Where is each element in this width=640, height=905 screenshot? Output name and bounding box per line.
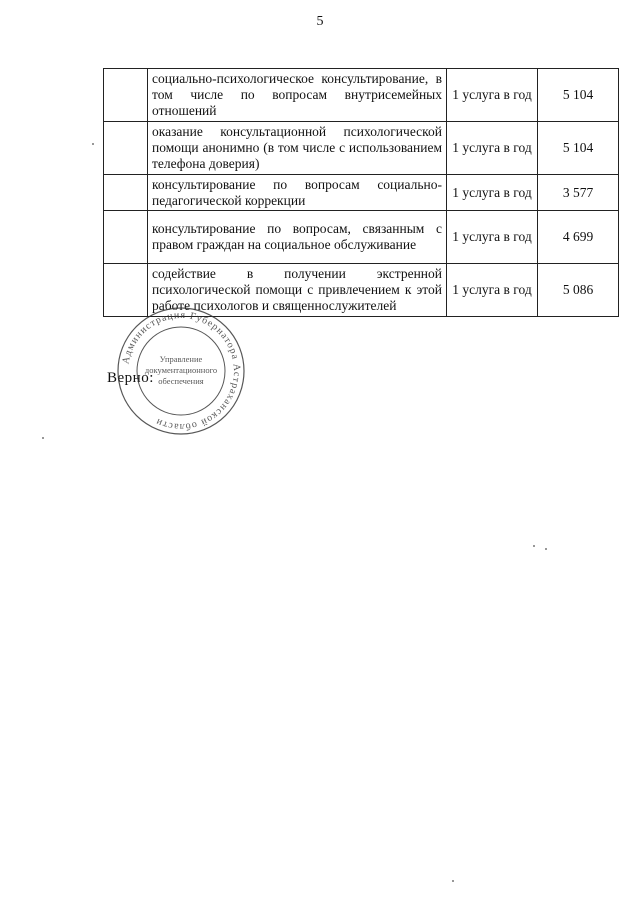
stamp-line: Управление <box>159 354 203 364</box>
certification-label: Верно: <box>107 370 154 386</box>
empty-cell <box>104 211 148 264</box>
table-row <box>104 175 619 211</box>
service-unit: 1 услуга в год <box>447 175 538 211</box>
scan-speck <box>452 880 454 882</box>
scan-speck <box>545 548 547 550</box>
table-row <box>104 69 619 122</box>
scan-speck <box>92 143 94 145</box>
official-stamp <box>116 306 246 436</box>
service-description: содействие в получении экстренной психологической помощи с привлечением к этой работе психологов и священнослужителей <box>148 264 447 317</box>
stamp-line: обеспечения <box>158 376 204 386</box>
service-description: оказание консультационной психологической помощи анонимно (в том числе с использованием телефона доверия) <box>148 122 447 175</box>
service-unit: 1 услуга в год <box>447 122 538 175</box>
empty-cell <box>104 69 148 122</box>
service-price: 5 104 <box>538 122 619 175</box>
service-description: консультирование по вопросам социально-педагогической коррекции <box>148 175 447 211</box>
service-unit: 1 услуга в год <box>447 264 538 317</box>
table-row <box>104 211 619 264</box>
service-description: консультирование по вопросам, связанным с правом граждан на социальное обслуживание <box>148 211 447 264</box>
service-price: 5 104 <box>538 69 619 122</box>
empty-cell <box>104 175 148 211</box>
page-number: 5 <box>316 14 324 29</box>
service-description: социально-психологическое консультирование, в том числе по вопросам внутрисемейных отношений <box>148 69 447 122</box>
scan-speck <box>42 437 44 439</box>
service-price: 5 086 <box>538 264 619 317</box>
stamp-line: документационного <box>144 365 218 375</box>
service-unit: 1 услуга в год <box>447 211 538 264</box>
empty-cell <box>104 122 148 175</box>
service-price: 3 577 <box>538 175 619 211</box>
service-price: 4 699 <box>538 211 619 264</box>
service-unit: 1 услуга в год <box>447 69 538 122</box>
services-table <box>103 68 619 317</box>
table-row <box>104 122 619 175</box>
stamp-ring-text: Администрация Губернатора Астраханской области <box>120 309 243 433</box>
scan-speck <box>533 545 535 547</box>
